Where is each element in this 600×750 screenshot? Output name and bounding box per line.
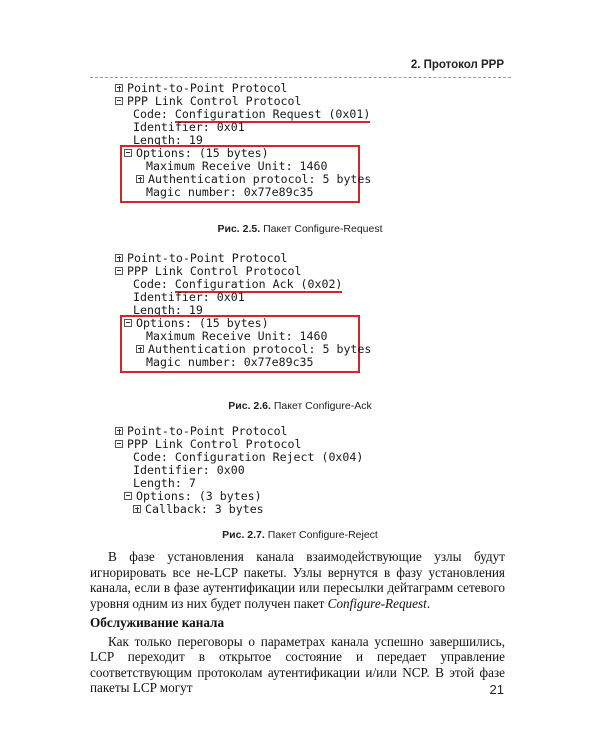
tree-line: Point-to-Point Protocol [115,425,288,438]
tree-line-code: Code: Configuration Ack (0x02) [133,277,343,291]
tree-line: Identifier: 0x01 [133,120,245,134]
expand-plus-icon[interactable] [115,427,123,435]
expand-plus-icon[interactable] [115,254,123,262]
collapse-minus-icon[interactable] [115,267,123,275]
expand-plus-icon[interactable] [136,175,144,183]
tree-line: Identifier: 0x01 [133,290,245,304]
tree-line: Magic number: 0x77e89c35 [146,355,314,369]
tree-line: Point-to-Point Protocol [115,82,288,95]
subheading: Обслуживание канала [90,615,225,630]
tree-line: Length: 7 [133,476,196,490]
tree-line: Length: 19 [133,303,203,317]
tree-line: PPP Link Control Protocol [115,438,302,451]
tree-line: Identifier: 0x00 [133,463,245,477]
paragraph: Как только переговоры о параметрах канала успешно завершились, LCP переходит в открытое состояние и передает управление соответствующим протоколам аутентификации и/или NCP. В этой фазе пакеты LCP могут [90,633,505,695]
tree-line: Authentication protocol: 5 bytes [136,343,371,356]
page-number: 21 [489,682,504,697]
tree-line: PPP Link Control Protocol [115,265,302,278]
tree-line: PPP Link Control Protocol [115,95,302,108]
figure-caption: Рис. 2.7. Пакет Configure-Reject [222,529,378,541]
highlighted-code-value: Configuration Ack (0x02) [174,277,343,291]
tree-line: Magic number: 0x77e89c35 [146,185,314,199]
tree-line: Code: Configuration Reject (0x04) [133,450,364,464]
tree-line: Maximum Receive Unit: 1460 [146,329,328,343]
tree-line: Options: (15 bytes) [124,317,269,330]
expand-plus-icon[interactable] [133,505,141,513]
tree-line: Options: (3 bytes) [124,490,262,503]
figure-caption: Рис. 2.5. Пакет Configure-Request [217,223,383,235]
tree-line: Point-to-Point Protocol [115,252,288,265]
body-text [90,549,505,696]
expand-plus-icon[interactable] [115,84,123,92]
tree-line: Options: (15 bytes) [124,147,269,160]
tree-line-code: Code: Configuration Request (0x01) [133,107,371,121]
collapse-minus-icon[interactable] [115,97,123,105]
collapse-minus-icon[interactable] [115,440,123,448]
tree-line: Length: 19 [133,133,203,147]
tree-line: Maximum Receive Unit: 1460 [146,159,328,173]
collapse-minus-icon[interactable] [124,149,132,157]
highlighted-code-value: Configuration Request (0x01) [174,107,371,121]
tree-line: Authentication protocol: 5 bytes [136,173,371,186]
collapse-minus-icon[interactable] [124,492,132,500]
header-divider [90,77,511,78]
figure-caption: Рис. 2.6. Пакет Configure-Ack [228,400,372,412]
paragraph: В фазе установления канала взаимодействующие узлы будут игнорировать все не-LCP пакеты. Узлы вернутся в фазу установления канала, если в фазе аутентификации или пересылки дейтаграмм сетевого уровня одним из них будет получен пакет Configure-Request. [90,549,505,611]
chapter-header-title: 2. Протокол PPP [410,59,504,71]
tree-line: Callback: 3 bytes [133,503,264,516]
expand-plus-icon[interactable] [136,345,144,353]
collapse-minus-icon[interactable] [124,319,132,327]
